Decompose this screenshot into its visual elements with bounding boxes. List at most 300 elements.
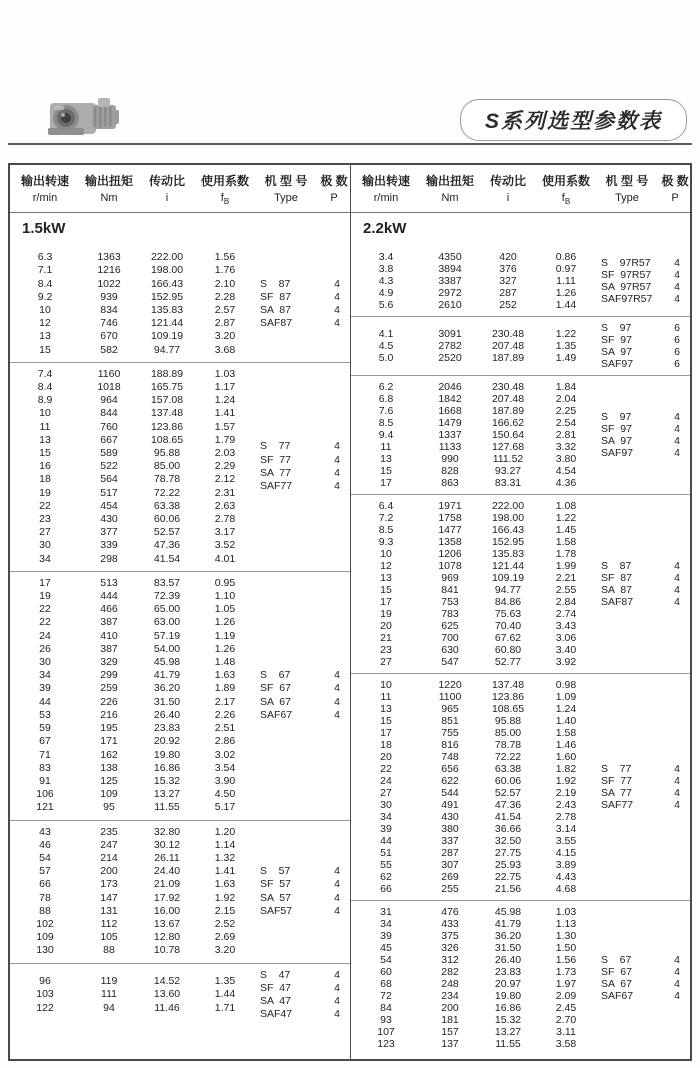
value-cell: 269 (441, 871, 459, 884)
table-row (351, 883, 595, 895)
type-row (601, 322, 690, 334)
type-list (601, 500, 690, 668)
value-cell: 137.48 (491, 679, 525, 692)
value-cell: 10 (380, 679, 392, 692)
type-list (601, 251, 690, 311)
pole-count: 4 (334, 453, 340, 466)
table-row (10, 865, 254, 878)
data-block (10, 363, 350, 572)
value-cell: 1.26 (214, 616, 236, 629)
value-cell: 55 (380, 859, 392, 872)
pole-count: 4 (674, 954, 680, 967)
data-rows (10, 251, 254, 357)
value-cell: 4.9 (378, 287, 394, 300)
pole-count: 4 (674, 447, 680, 460)
value-cell: 16 (39, 460, 51, 473)
value-cell: 2.70 (555, 1014, 577, 1027)
value-cell: 2520 (438, 352, 462, 365)
table-row (351, 299, 595, 311)
type-row (260, 1008, 350, 1021)
value-cell: 18 (39, 473, 51, 486)
value-cell: 753 (441, 596, 459, 609)
pole-count: 4 (674, 787, 680, 800)
pole-count: 4 (674, 978, 680, 991)
value-cell: 1.11 (556, 275, 576, 288)
value-cell: 63.38 (153, 499, 181, 512)
model-type: SF 87 (260, 290, 291, 303)
table-row (10, 878, 254, 891)
table-row (10, 630, 254, 643)
column-header-cjk: 使用系数 (200, 174, 249, 188)
column-header-unit: P (671, 192, 679, 204)
table-row (351, 918, 595, 930)
value-cell: 1.56 (214, 251, 236, 264)
type-list (601, 679, 690, 895)
table-row (351, 1038, 595, 1050)
value-cell: 4.5 (378, 340, 394, 353)
value-cell: 71 (39, 748, 51, 761)
table-row (10, 775, 254, 788)
value-cell: 8.4 (37, 381, 53, 394)
table-row (351, 251, 595, 263)
table-row (351, 763, 595, 775)
table-row (10, 330, 254, 343)
table-row (351, 524, 595, 536)
value-cell: 1.50 (555, 942, 577, 955)
type-row (601, 435, 690, 447)
value-cell: 6.3 (37, 251, 53, 264)
value-cell: 95.88 (494, 715, 522, 728)
pole-count: 4 (674, 293, 680, 306)
table-row (351, 656, 595, 668)
value-cell: 1.45 (555, 524, 577, 537)
value-cell: 19 (39, 590, 51, 603)
value-cell: 19.80 (494, 990, 522, 1003)
pole-count: 4 (334, 891, 340, 904)
model-type: SF 57 (260, 878, 291, 891)
value-cell: 287 (499, 287, 517, 300)
table-row (351, 596, 595, 608)
type-row (601, 763, 690, 775)
model-type: SAF67 (260, 708, 293, 721)
value-cell: 234 (441, 990, 459, 1003)
table-row (351, 393, 595, 405)
table-row (351, 859, 595, 871)
value-cell: 2.04 (555, 393, 577, 406)
value-cell: 544 (441, 787, 459, 800)
value-cell: 12.80 (153, 931, 181, 944)
table-row (351, 632, 595, 644)
model-type: SA 67 (260, 695, 291, 708)
value-cell: 147 (100, 891, 118, 904)
column-header-unit: $f_B$ (561, 192, 571, 207)
value-cell: 157.08 (150, 394, 184, 407)
value-cell: 121.44 (150, 317, 184, 330)
value-cell: 2.69 (214, 931, 236, 944)
value-cell: 112 (100, 917, 118, 930)
value-cell: 1.63 (214, 878, 236, 891)
value-cell: 2.57 (214, 304, 236, 316)
value-cell: 166.43 (150, 277, 184, 290)
table-section-2-2kw (350, 165, 690, 1059)
value-cell: 1.89 (214, 682, 236, 695)
type-row (601, 966, 690, 978)
value-cell: 166.62 (491, 417, 525, 430)
data-block (351, 376, 690, 495)
value-cell: 46 (39, 838, 51, 851)
model-type: SA 77 (260, 466, 291, 479)
value-cell: 851 (441, 715, 459, 728)
value-cell: 2.54 (555, 417, 577, 430)
value-cell: 1.56 (555, 954, 577, 967)
table-row (10, 643, 254, 656)
value-cell: 31.50 (494, 942, 522, 955)
column-header-cjk: 机 型 号 (264, 174, 308, 188)
pole-count: 4 (674, 423, 680, 436)
column-header (196, 172, 254, 206)
table-row (351, 465, 595, 477)
pole-count: 4 (334, 277, 340, 290)
column-header-cjk: 输出转速 (361, 174, 410, 188)
value-cell: 329 (100, 656, 118, 669)
type-row (260, 480, 350, 493)
value-cell: 2972 (438, 287, 462, 300)
model-type: SF 87 (601, 572, 632, 585)
value-cell: 216 (100, 708, 118, 721)
type-row (601, 978, 690, 990)
type-row (260, 291, 350, 304)
pole-count: 6 (674, 346, 680, 359)
column-header-unit: Type (615, 192, 639, 204)
gear-reducer-photo (44, 94, 124, 142)
table-row (351, 500, 595, 512)
model-type: SA 57 (260, 891, 291, 904)
table-row (351, 930, 595, 942)
value-cell: 11.46 (154, 1001, 180, 1014)
table-row (10, 590, 254, 603)
model-type: SA 87 (260, 304, 291, 316)
table-row (10, 735, 254, 748)
value-cell: 454 (100, 499, 118, 512)
type-row (260, 467, 350, 480)
column-header (479, 172, 537, 206)
value-cell: 78 (39, 891, 51, 904)
model-type: SAF47 (260, 1008, 293, 1021)
type-list (260, 826, 350, 958)
model-type: S 97 (601, 322, 632, 335)
value-cell: 339 (100, 539, 118, 552)
value-cell: 137 (441, 1038, 459, 1051)
value-cell: 1133 (438, 441, 462, 454)
value-cell: 45.98 (153, 656, 181, 669)
model-type: SF 97 (601, 334, 632, 347)
model-type: S 47 (260, 968, 291, 981)
value-cell: 111.52 (492, 453, 524, 466)
value-cell: 1206 (438, 548, 462, 561)
pole-count: 4 (674, 269, 680, 282)
table-row (351, 340, 595, 352)
data-rows (10, 577, 254, 815)
table-row (351, 787, 595, 799)
table-row (351, 263, 595, 275)
table-row (10, 381, 254, 394)
value-cell: 94.77 (494, 584, 522, 597)
value-cell: 376 (499, 263, 517, 276)
value-cell: 9.2 (37, 290, 53, 303)
value-cell: 990 (441, 453, 459, 466)
value-cell: 235 (100, 825, 118, 838)
value-cell: 327 (499, 275, 517, 288)
value-cell: 1.79 (214, 433, 236, 446)
value-cell: 3.17 (214, 526, 236, 539)
value-cell: 3.14 (555, 823, 577, 836)
table-row (10, 852, 254, 865)
table-row (10, 577, 254, 590)
type-row (260, 440, 350, 453)
value-cell: 1.19 (214, 629, 236, 642)
value-cell: 30 (39, 656, 51, 669)
value-cell: 582 (100, 343, 118, 356)
pole-count: 4 (674, 435, 680, 448)
value-cell: 287 (441, 847, 459, 860)
value-cell: 20.92 (153, 735, 181, 748)
value-cell: 387 (100, 642, 118, 655)
value-cell: 200 (100, 865, 118, 878)
value-cell: 39 (39, 682, 51, 695)
table-row (10, 251, 254, 264)
value-cell: 1.58 (555, 536, 577, 549)
value-cell: 68 (380, 978, 392, 991)
value-cell: 39 (380, 930, 392, 943)
value-cell: 22 (39, 616, 51, 629)
value-cell: 30.12 (153, 838, 181, 851)
value-cell: 34 (39, 552, 51, 565)
value-cell: 135.83 (491, 548, 525, 561)
table-row (10, 304, 254, 317)
type-row (601, 257, 690, 269)
value-cell: 1.49 (555, 352, 577, 365)
pole-count: 4 (334, 317, 340, 330)
type-row (260, 696, 350, 709)
value-cell: 187.89 (491, 352, 525, 365)
value-cell: 30 (39, 539, 51, 552)
value-cell: 1842 (438, 393, 462, 406)
value-cell: 7.6 (378, 405, 394, 418)
column-header-cjk: 使用系数 (541, 174, 590, 188)
value-cell: 62 (380, 871, 392, 884)
value-cell: 27 (380, 656, 392, 669)
value-cell: 1.22 (555, 328, 577, 341)
column-header (318, 172, 350, 206)
type-list (260, 251, 350, 357)
value-cell: 841 (441, 584, 459, 597)
value-cell: 47.36 (494, 799, 522, 812)
table-row (10, 669, 254, 682)
value-cell: 137.48 (150, 407, 184, 420)
column-header (659, 172, 690, 206)
value-cell: 109.19 (491, 572, 525, 585)
data-rows (10, 368, 254, 566)
table-row (10, 988, 254, 1001)
value-cell: 60.06 (153, 513, 181, 526)
value-cell: 72 (380, 990, 392, 1003)
model-type: SF 67 (260, 682, 291, 695)
value-cell: 828 (441, 465, 459, 478)
value-cell: 21.09 (153, 878, 181, 891)
model-type: S 77 (601, 763, 632, 776)
value-cell: 63.38 (494, 763, 522, 776)
value-cell: 8.5 (378, 417, 394, 430)
type-row (260, 995, 350, 1008)
model-type: SF 97R57 (601, 269, 652, 282)
value-cell: 2.51 (214, 722, 236, 735)
model-type: SA 97 (601, 435, 632, 448)
value-cell: 1477 (438, 524, 462, 537)
table-row (351, 739, 595, 751)
value-cell: 18 (380, 739, 392, 752)
value-cell: 60.06 (494, 775, 522, 788)
column-header (351, 172, 421, 206)
value-cell: 66 (39, 878, 51, 891)
value-cell: 21.56 (494, 883, 522, 896)
type-row (260, 892, 350, 905)
type-row (601, 423, 690, 435)
value-cell: 3.80 (555, 453, 577, 466)
value-cell: 67 (39, 735, 51, 748)
value-cell: 1.99 (555, 560, 577, 573)
value-cell: 3.92 (555, 656, 577, 669)
value-cell: 1.24 (555, 703, 577, 716)
value-cell: 783 (441, 608, 459, 621)
value-cell: 34 (380, 918, 392, 931)
value-cell: 1.35 (555, 340, 577, 353)
value-cell: 13.27 (494, 1026, 522, 1039)
value-cell: 36.20 (153, 682, 181, 695)
value-cell: 4.54 (555, 465, 577, 478)
value-cell: 1337 (438, 429, 462, 442)
value-cell: 1.82 (555, 763, 577, 776)
table-row (351, 584, 595, 596)
value-cell: 667 (100, 433, 118, 446)
value-cell: 1.46 (555, 739, 577, 752)
table-row (351, 560, 595, 572)
table-row (351, 691, 595, 703)
type-row (260, 982, 350, 995)
value-cell: 430 (100, 513, 118, 526)
value-cell: 5.0 (378, 352, 394, 365)
value-cell: 188.89 (150, 367, 184, 380)
value-cell: 54 (380, 954, 392, 967)
value-cell: 41.54 (494, 811, 522, 824)
pole-count: 4 (334, 994, 340, 1007)
value-cell: 214 (100, 851, 118, 864)
value-cell: 1220 (438, 679, 462, 692)
value-cell: 1.41 (214, 407, 236, 420)
table-row (351, 352, 595, 364)
value-cell: 2.09 (555, 990, 577, 1003)
value-cell: 26.40 (494, 954, 522, 967)
type-row (601, 281, 690, 293)
value-cell: 307 (441, 859, 459, 872)
type-row (601, 293, 690, 305)
value-cell: 25.93 (494, 859, 522, 872)
pole-count: 4 (334, 865, 340, 878)
value-cell: 198.00 (491, 512, 525, 525)
model-type: S 77 (260, 440, 291, 453)
value-cell: 83.57 (153, 576, 181, 589)
value-cell: 7.4 (37, 367, 53, 380)
table-row (351, 287, 595, 299)
value-cell: 51 (380, 847, 392, 860)
value-cell: 2.26 (214, 708, 236, 721)
value-cell: 109 (36, 931, 54, 944)
value-cell: 103 (36, 988, 54, 1001)
value-cell: 1160 (97, 367, 121, 380)
table-row (10, 317, 254, 330)
value-cell: 27.75 (494, 847, 522, 860)
value-cell: 1100 (438, 691, 462, 704)
table-row (351, 871, 595, 883)
value-cell: 3.89 (555, 859, 577, 872)
value-cell: 430 (441, 811, 459, 824)
value-cell: 8.5 (378, 524, 394, 537)
value-cell: 85.00 (153, 460, 181, 473)
value-cell: 65.00 (153, 603, 181, 616)
value-cell: 1.97 (555, 978, 577, 991)
value-cell: 11.55 (495, 1038, 521, 1051)
type-row (260, 865, 350, 878)
table-row (10, 762, 254, 775)
value-cell: 337 (441, 835, 459, 848)
value-cell: 2.81 (555, 429, 577, 442)
model-type: SA 97R57 (601, 281, 652, 294)
value-cell: 43 (39, 825, 51, 838)
value-cell: 2.29 (214, 460, 236, 473)
value-cell: 834 (100, 304, 118, 316)
value-cell: 21 (380, 632, 392, 645)
data-rows (10, 969, 254, 1022)
model-type: SAF77 (260, 480, 293, 493)
value-cell: 1.40 (555, 715, 577, 728)
data-block (10, 572, 350, 821)
type-row (260, 278, 350, 291)
value-cell: 10 (380, 548, 392, 561)
value-cell: 23.83 (494, 966, 522, 979)
table-row (351, 1026, 595, 1038)
value-cell: 88 (39, 904, 51, 917)
value-cell: 2.52 (214, 917, 236, 930)
table-row (10, 368, 254, 381)
value-cell: 522 (100, 460, 118, 473)
table-row (10, 447, 254, 460)
value-cell: 1.14 (214, 838, 236, 851)
type-row (601, 560, 690, 572)
table-row (10, 931, 254, 944)
table-row (351, 775, 595, 787)
value-cell: 1.20 (214, 825, 236, 838)
table-row (10, 892, 254, 905)
column-header-unit: Nm (441, 192, 459, 204)
column-header-cjk: 传动比 (489, 174, 526, 188)
table-row (10, 603, 254, 616)
column-header (10, 172, 80, 206)
header-divider (8, 143, 692, 145)
value-cell: 13 (380, 453, 392, 466)
type-row (601, 990, 690, 1002)
value-cell: 72.22 (494, 751, 522, 764)
column-header (537, 172, 595, 206)
value-cell: 131 (100, 904, 118, 917)
